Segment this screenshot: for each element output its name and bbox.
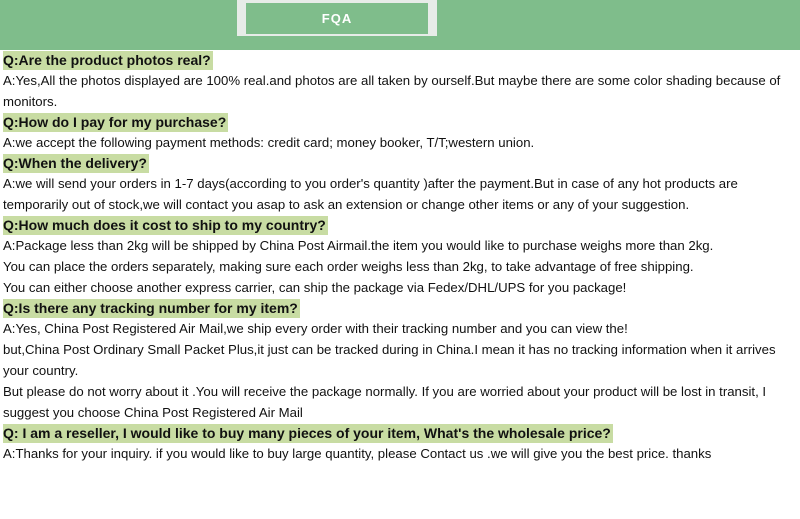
faq-answer: [3, 132, 800, 153]
faq-answer-line: A:Package less than 2kg will be shipped by China Post Airmail.the item you would like to purchase weighs more than 2kg.: [3, 238, 714, 253]
banner-tab: [237, 0, 437, 36]
faq-answer: [3, 70, 800, 112]
faq-list: [0, 50, 800, 464]
faq-answer-line: You can place the orders separately, making sure each order weighs less than 2kg, to take advantage of free shipping.: [3, 259, 694, 274]
faq-question: Q: I am a reseller, I would like to buy many pieces of your item, What's the wholesale price?: [3, 425, 611, 441]
faq-question: Q:How much does it cost to ship to my country?: [3, 217, 326, 233]
faq-item: [3, 215, 800, 298]
faq-answer-line: A:we will send your orders in 1-7 days(according to you order's quantity )after the payment.But in case of any hot products are temporarily out of stock,we will contact you asap to ask an extension or change other items or any of your suggestion.: [3, 176, 738, 212]
faq-item: [3, 112, 800, 153]
faq-banner: [0, 0, 800, 50]
faq-answer: [3, 235, 800, 298]
faq-item: [3, 423, 800, 464]
faq-question: Q:When the delivery?: [3, 155, 147, 171]
faq-answer: [3, 173, 800, 215]
faq-answer-line: A:Thanks for your inquiry. if you would like to buy large quantity, please Contact us .we will give you the best price. thanks: [3, 446, 712, 461]
faq-item: [3, 50, 800, 112]
faq-answer: [3, 318, 800, 423]
faq-answer-line: You can either choose another express carrier, can ship the package via Fedex/DHL/UPS for you package!: [3, 280, 627, 295]
faq-answer-line: A:we accept the following payment methods: credit card; money booker, T/T;western union.: [3, 135, 535, 150]
banner-title: FQA: [246, 3, 428, 34]
faq-question: Q:How do I pay for my purchase?: [3, 114, 227, 130]
faq-question: Q:Are the product photos real?: [3, 52, 211, 68]
faq-item: [3, 153, 800, 215]
faq-answer-line: but,China Post Ordinary Small Packet Plus,it just can be tracked during in China.I mean it has no tracking information when it arrives your country.: [3, 342, 776, 378]
faq-question: Q:Is there any tracking number for my item?: [3, 300, 298, 316]
faq-answer-line: A:Yes,All the photos displayed are 100% real.and photos are all taken by ourself.But maybe there are some color shading because of monitors.: [3, 73, 781, 109]
faq-answer-line: A:Yes, China Post Registered Air Mail,we ship every order with their tracking number and you can view the!: [3, 321, 628, 336]
faq-answer-line: But please do not worry about it .You will receive the package normally. If you are worried about your product will be lost in transit, I suggest you choose China Post Registered Air Mail: [3, 384, 767, 420]
faq-answer: [3, 443, 800, 464]
faq-item: [3, 298, 800, 423]
